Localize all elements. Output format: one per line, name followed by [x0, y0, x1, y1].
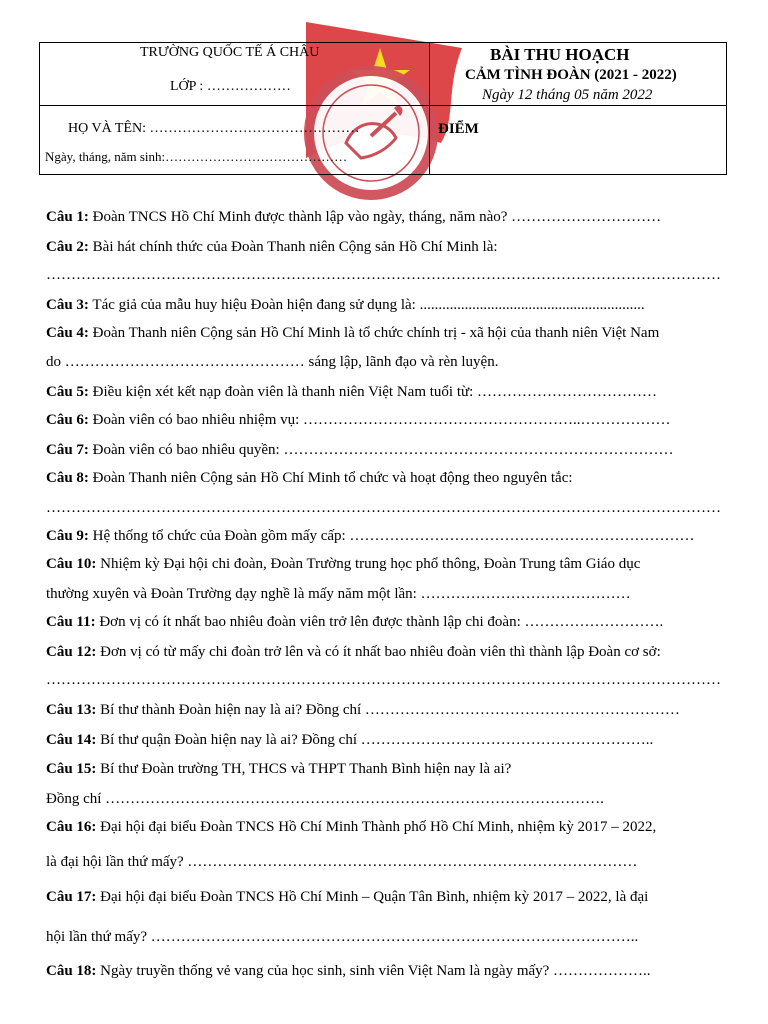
question-item — [46, 555, 640, 573]
question-item — [46, 324, 659, 342]
question-text: ……………………………………………………………………………………………………………………… — [46, 267, 721, 283]
question-text: Đồng chí ………………………………………………………………………………………. — [46, 791, 604, 807]
question-item — [46, 208, 661, 226]
question-item — [46, 411, 671, 429]
question-text: Điều kiện xét kết nạp đoàn viên là thanh niên Việt Nam tuổi từ: ……………………………… — [88, 384, 658, 400]
class-field: LỚP : ……………… — [170, 79, 291, 94]
answer-line — [46, 790, 604, 808]
question-text: Đoàn viên có bao nhiêu quyền: …………………………………………………………………… — [88, 442, 674, 458]
question-label: Câu 3: — [46, 297, 89, 313]
answer-line — [46, 585, 631, 603]
question-text: do ………………………………………… sáng lập, lãnh đạo và rèn luyện. — [46, 354, 499, 370]
answer-line — [46, 499, 721, 517]
question-text: Đơn vị có ít nhất bao nhiêu đoàn viên trở lên được thành lập chi đoàn: ………………………. — [95, 614, 664, 630]
question-item — [46, 731, 653, 749]
question-text: Nhiệm kỳ Đại hội chi đoàn, Đoàn Trường trung học phổ thông, Đoàn Trung tâm Giáo dục — [96, 556, 641, 572]
question-text: Tác giả của mẫu huy hiệu Đoàn hiện đang sử dụng là: ............................................................ — [88, 297, 645, 313]
question-label: Câu 13: — [46, 702, 97, 718]
question-item — [46, 701, 680, 719]
question-label: Câu 18: — [46, 963, 97, 979]
question-text: Đại hội đại biểu Đoàn TNCS Hồ Chí Minh – Quận Tân Bình, nhiệm kỳ 2017 – 2022, là đại — [96, 889, 649, 905]
question-label: Câu 7: — [46, 442, 89, 458]
school-name: TRƯỜNG QUỐC TẾ Á CHÂU — [140, 45, 320, 60]
document-title: BÀI THU HOẠCH — [490, 45, 630, 64]
question-label: Câu 8: — [46, 470, 89, 486]
question-label: Câu 1: — [46, 209, 89, 225]
name-field: HỌ VÀ TÊN: ……………………………………… — [68, 121, 360, 136]
question-item — [46, 469, 573, 487]
answer-line — [46, 671, 721, 689]
question-text: Đoàn TNCS Hồ Chí Minh được thành lập vào ngày, tháng, năm nào? ………………………… — [88, 209, 662, 225]
birthdate-field: Ngày, tháng, năm sinh:…………………………………… — [45, 149, 348, 164]
question-item — [46, 383, 657, 401]
question-text: Đại hội đại biểu Đoàn TNCS Hồ Chí Minh Thành phố Hồ Chí Minh, nhiệm kỳ 2017 – 2022, — [96, 819, 657, 835]
question-item — [46, 818, 656, 836]
header-divider-vertical — [429, 43, 430, 174]
question-label: Câu 2: — [46, 239, 89, 255]
header-table — [39, 42, 727, 175]
question-label: Câu 4: — [46, 325, 89, 341]
question-item — [46, 962, 651, 980]
question-text: Hệ thống tổ chức của Đoàn gồm mấy cấp: …………………………………………………………… — [88, 528, 695, 544]
question-item — [46, 643, 661, 661]
question-text: Đơn vị có từ mấy chi đoàn trở lên và có ít nhất bao nhiêu đoàn viên thì thành lập Đoàn cơ sở: — [96, 644, 661, 660]
question-label: Câu 17: — [46, 889, 97, 905]
question-text: Bài hát chính thức của Đoàn Thanh niên Cộng sản Hồ Chí Minh là: — [88, 239, 498, 255]
question-text: là đại hội lần thứ mấy? ……………………………………………………………………………… — [46, 854, 638, 870]
question-label: Câu 16: — [46, 819, 97, 835]
question-label: Câu 6: — [46, 412, 89, 428]
question-text: thường xuyên và Đoàn Trường dạy nghề là mấy năm một lần: …………………………………… — [46, 586, 631, 602]
question-item — [46, 888, 648, 906]
question-label: Câu 10: — [46, 556, 97, 572]
score-label: ĐIỂM — [438, 121, 479, 137]
question-text: Bí thư thành Đoàn hiện nay là ai? Đồng chí ……………………………………………………… — [96, 702, 680, 718]
document-date: Ngày 12 tháng 05 năm 2022 — [482, 87, 653, 103]
question-text: ……………………………………………………………………………………………………………………… — [46, 500, 721, 516]
question-item — [46, 760, 511, 778]
question-item — [46, 238, 498, 256]
question-text: Đoàn viên có bao nhiêu nhiệm vụ: ………………………………………………..……………… — [88, 412, 671, 428]
header-divider-horizontal — [40, 105, 726, 106]
question-text: hội lần thứ mấy? …………………………………………………………………………………….. — [46, 929, 639, 945]
question-item — [46, 613, 663, 631]
question-label: Câu 5: — [46, 384, 89, 400]
question-text: Bí thư Đoàn trường TH, THCS và THPT Thanh Bình hiện nay là ai? — [96, 761, 512, 777]
answer-line — [46, 928, 638, 946]
question-text: Ngày truyền thống vẻ vang của học sinh, sinh viên Việt Nam là ngày mấy? ……………….. — [96, 963, 651, 979]
question-label: Câu 12: — [46, 644, 97, 660]
question-text: ……………………………………………………………………………………………………………………… — [46, 672, 721, 688]
question-label: Câu 15: — [46, 761, 97, 777]
document-subtitle: CẢM TÌNH ĐOÀN (2021 - 2022) — [465, 67, 677, 83]
question-text: Đoàn Thanh niên Cộng sản Hồ Chí Minh tổ chức và hoạt động theo nguyên tắc: — [88, 470, 573, 486]
answer-line — [46, 853, 637, 871]
question-label: Câu 9: — [46, 528, 89, 544]
question-label: Câu 11: — [46, 614, 96, 630]
answer-line — [46, 353, 498, 371]
question-item — [46, 527, 694, 545]
question-text: Đoàn Thanh niên Cộng sản Hồ Chí Minh là tổ chức chính trị - xã hội của thanh niên Việt Nam — [88, 325, 660, 341]
question-item — [46, 441, 673, 459]
question-label: Câu 14: — [46, 732, 97, 748]
answer-line — [46, 266, 721, 284]
question-item — [46, 296, 645, 314]
question-text: Bí thư quận Đoàn hiện nay là ai? Đồng chí ………………………………………………….. — [96, 732, 654, 748]
